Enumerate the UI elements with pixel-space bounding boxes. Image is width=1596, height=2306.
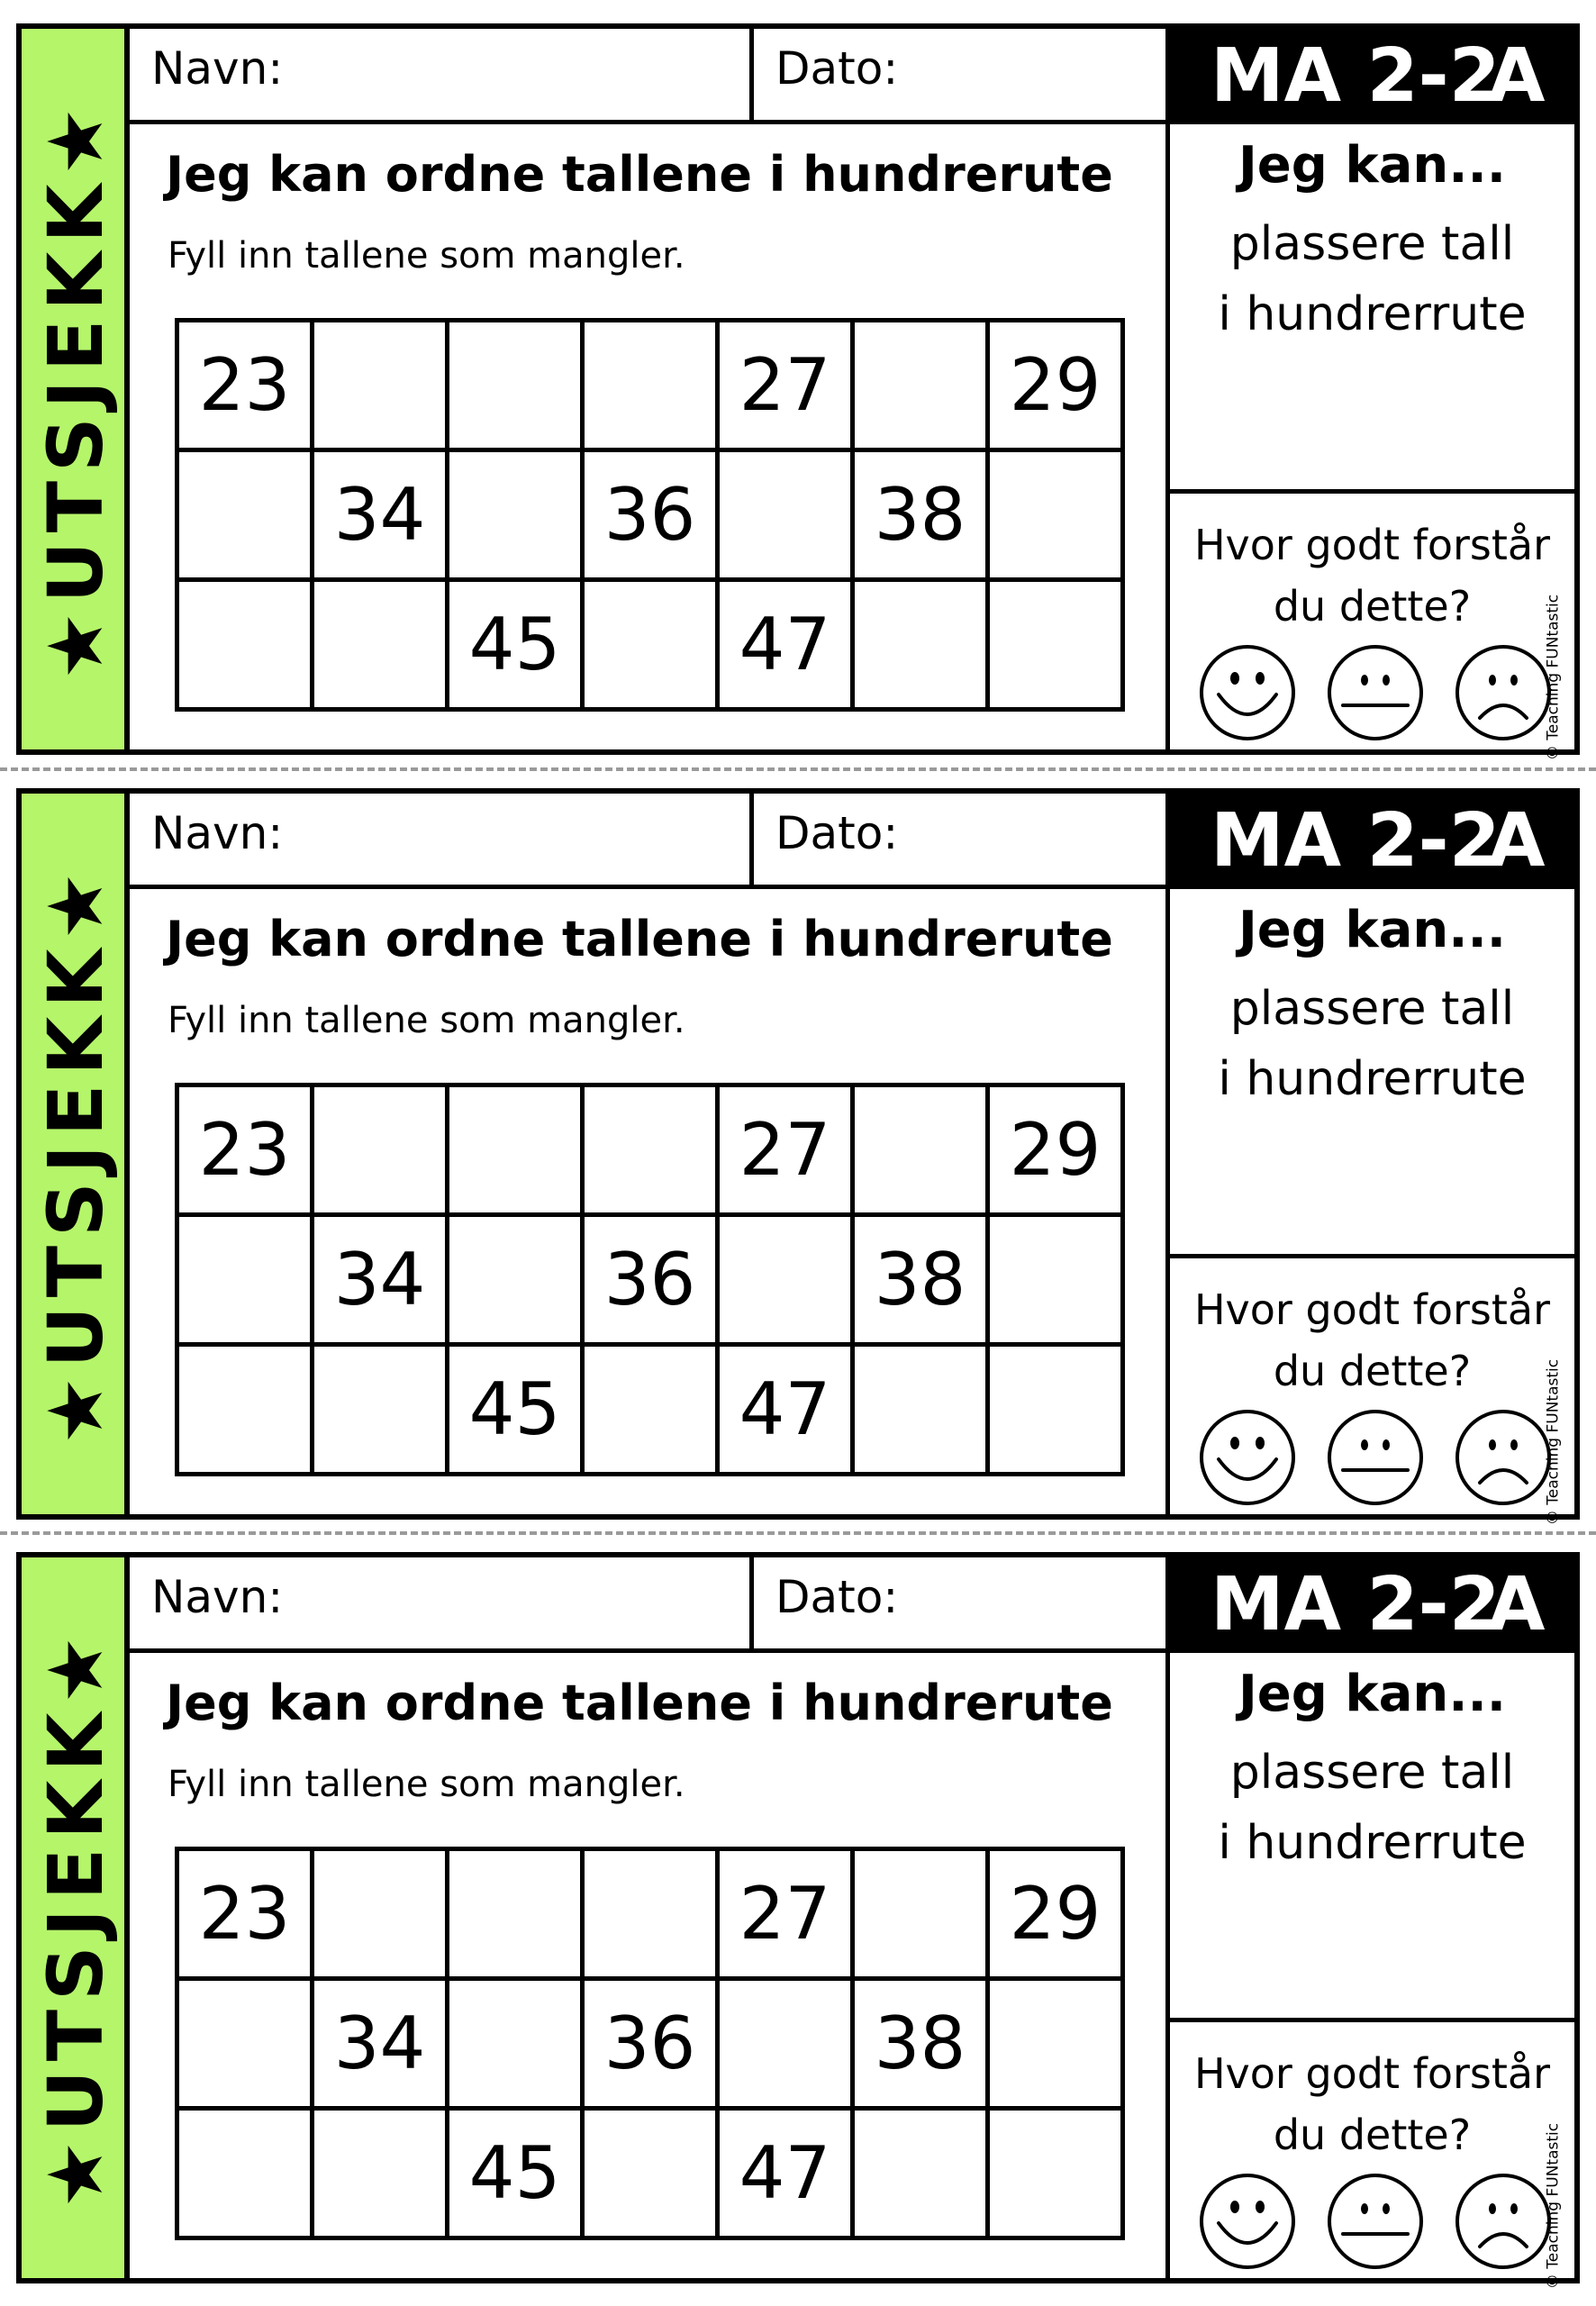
header-fields: [130, 1557, 1165, 1653]
hundred-grid: [175, 318, 1125, 712]
grid-cell: 27: [718, 1085, 853, 1215]
grid-row: [177, 580, 1123, 710]
grid-cell: 27: [718, 1849, 853, 1979]
grid-cell: 45: [448, 1345, 583, 1475]
task-title: Jeg kan ordne tallene i hundrerute: [166, 146, 1113, 203]
code-text: MA 2-2: [1211, 33, 1501, 119]
task-title: Jeg kan ordne tallene i hundrerute: [166, 1675, 1113, 1731]
header-fields: [130, 29, 1165, 124]
grid-cell[interactable]: [583, 1085, 718, 1215]
name-field[interactable]: [130, 794, 754, 885]
side-strip: [22, 794, 130, 1514]
learning-goal-line: plassere tall: [1229, 217, 1515, 271]
code-badge: [1165, 794, 1574, 889]
grid-cell[interactable]: [583, 1345, 718, 1475]
exit-ticket-card-2: [16, 788, 1580, 1526]
grid-cell: 27: [718, 321, 853, 450]
grid-cell[interactable]: [313, 1085, 448, 1215]
grid-cell: 36: [583, 450, 718, 580]
learning-goal-box: [1170, 889, 1574, 1258]
grid-cell[interactable]: [853, 580, 988, 710]
name-label: Navn:: [151, 807, 284, 859]
grid-row: [177, 1849, 1123, 1979]
learning-goal-box: [1170, 124, 1574, 494]
grid-cell[interactable]: [177, 1215, 313, 1345]
grid-cell: 29: [988, 1849, 1123, 1979]
cut-line: [0, 767, 1596, 771]
cut-line: [0, 1531, 1596, 1535]
code-letter: A: [1488, 1562, 1546, 1648]
name-label: Navn:: [151, 1571, 284, 1623]
code-letter: A: [1488, 33, 1546, 119]
grid-cell[interactable]: [583, 1849, 718, 1979]
grid-cell[interactable]: [448, 321, 583, 450]
neutral-face-icon[interactable]: [1325, 2171, 1426, 2272]
date-field[interactable]: [754, 794, 1165, 885]
grid-cell[interactable]: [448, 1085, 583, 1215]
self-assessment-panel: [1165, 889, 1574, 1514]
grid-row: [177, 2109, 1123, 2238]
grid-cell[interactable]: [988, 450, 1123, 580]
task-instruction: Fyll inn tallene som mangler.: [168, 235, 685, 277]
grid-cell[interactable]: [718, 1979, 853, 2109]
learning-goal-line: plassere tall: [1229, 982, 1515, 1036]
task-instruction: Fyll inn tallene som mangler.: [168, 1764, 685, 1805]
grid-cell[interactable]: [448, 1849, 583, 1979]
grid-cell[interactable]: [177, 450, 313, 580]
grid-cell[interactable]: [853, 321, 988, 450]
happy-face-icon[interactable]: [1197, 2171, 1298, 2272]
grid-cell[interactable]: [988, 1979, 1123, 2109]
grid-cell: 38: [853, 1979, 988, 2109]
grid-cell[interactable]: [853, 1085, 988, 1215]
sad-face-icon[interactable]: [1453, 2171, 1554, 2272]
grid-cell: 23: [177, 321, 313, 450]
code-letter: A: [1488, 798, 1546, 884]
hundred-grid: [175, 1847, 1125, 2240]
grid-cell: 34: [313, 1215, 448, 1345]
copyright-text: © Teaching FUNtastic: [1544, 1358, 1563, 1526]
grid-cell[interactable]: [313, 321, 448, 450]
grid-cell: 38: [853, 450, 988, 580]
grid-cell[interactable]: [718, 450, 853, 580]
code-text: MA 2-2: [1211, 798, 1501, 884]
rating-question: Hvor godt forstår: [1193, 2049, 1551, 2098]
rating-question: du dette?: [1273, 2111, 1472, 2159]
neutral-face-icon[interactable]: [1325, 1407, 1426, 1508]
grid-cell[interactable]: [177, 2109, 313, 2238]
side-label: ★UTSJEKK★: [32, 98, 120, 680]
side-label: ★UTSJEKK★: [32, 1627, 120, 2209]
learning-goal-line: i hundrerrute: [1218, 1052, 1527, 1106]
grid-cell[interactable]: [853, 1345, 988, 1475]
sad-face-icon[interactable]: [1453, 1407, 1554, 1508]
grid-cell: 34: [313, 1979, 448, 2109]
grid-row: [177, 1979, 1123, 2109]
code-text: MA 2-2: [1211, 1562, 1501, 1648]
grid-cell[interactable]: [988, 1215, 1123, 1345]
grid-cell[interactable]: [448, 1215, 583, 1345]
grid-cell: 36: [583, 1979, 718, 2109]
grid-cell: 45: [448, 580, 583, 710]
copyright-text: © Teaching FUNtastic: [1544, 594, 1563, 761]
grid-cell[interactable]: [313, 1849, 448, 1979]
date-label: Dato:: [775, 1571, 899, 1623]
rating-question: du dette?: [1273, 582, 1472, 631]
grid-cell: 47: [718, 1345, 853, 1475]
grid-cell[interactable]: [988, 2109, 1123, 2238]
grid-cell[interactable]: [853, 1849, 988, 1979]
header-fields: [130, 794, 1165, 889]
side-strip: [22, 29, 130, 749]
task-title: Jeg kan ordne tallene i hundrerute: [166, 911, 1113, 967]
grid-cell[interactable]: [177, 580, 313, 710]
grid-row: [177, 321, 1123, 450]
grid-cell: 38: [853, 1215, 988, 1345]
grid-row: [177, 1085, 1123, 1215]
name-label: Navn:: [151, 42, 284, 95]
hundred-grid: [175, 1083, 1125, 1476]
self-assessment-panel: [1165, 1653, 1574, 2278]
grid-cell[interactable]: [853, 2109, 988, 2238]
happy-face-icon[interactable]: [1197, 1407, 1298, 1508]
grid-cell[interactable]: [313, 1345, 448, 1475]
grid-cell[interactable]: [448, 450, 583, 580]
grid-cell[interactable]: [718, 1215, 853, 1345]
learning-goal-box: [1170, 1653, 1574, 2022]
grid-cell[interactable]: [177, 1979, 313, 2109]
grid-cell: 47: [718, 2109, 853, 2238]
learning-goal-line: plassere tall: [1229, 1746, 1515, 1800]
grid-cell[interactable]: [313, 2109, 448, 2238]
grid-cell[interactable]: [583, 580, 718, 710]
grid-cell: 47: [718, 580, 853, 710]
grid-cell[interactable]: [313, 580, 448, 710]
learning-goal-title: Jeg kan...: [1238, 901, 1507, 959]
rating-question: Hvor godt forstår: [1193, 521, 1551, 569]
learning-goal-line: i hundrerrute: [1218, 287, 1527, 341]
grid-row: [177, 450, 1123, 580]
sad-face-icon[interactable]: [1453, 642, 1554, 743]
date-field[interactable]: [754, 1557, 1165, 1648]
code-badge: [1165, 29, 1574, 124]
grid-cell: 23: [177, 1085, 313, 1215]
name-field[interactable]: [130, 29, 754, 120]
side-label: ★UTSJEKK★: [32, 863, 120, 1445]
grid-cell[interactable]: [583, 321, 718, 450]
grid-row: [177, 1345, 1123, 1475]
rating-question: Hvor godt forstår: [1193, 1285, 1551, 1334]
grid-cell: 23: [177, 1849, 313, 1979]
rating-question: du dette?: [1273, 1347, 1472, 1395]
name-field[interactable]: [130, 1557, 754, 1648]
date-label: Dato:: [775, 807, 899, 859]
learning-goal-line: i hundrerrute: [1218, 1816, 1527, 1870]
learning-goal-title: Jeg kan...: [1238, 1665, 1507, 1723]
grid-cell: 29: [988, 1085, 1123, 1215]
date-label: Dato:: [775, 42, 899, 95]
grid-cell: 29: [988, 321, 1123, 450]
self-assessment-panel: [1165, 124, 1574, 749]
neutral-face-icon[interactable]: [1325, 642, 1426, 743]
grid-cell[interactable]: [177, 1345, 313, 1475]
grid-cell: 34: [313, 450, 448, 580]
task-instruction: Fyll inn tallene som mangler.: [168, 1000, 685, 1041]
exit-ticket-card-1: [16, 23, 1580, 761]
grid-cell: 36: [583, 1215, 718, 1345]
grid-cell[interactable]: [988, 580, 1123, 710]
copyright-text: © Teaching FUNtastic: [1544, 2122, 1563, 2290]
grid-cell[interactable]: [988, 1345, 1123, 1475]
code-badge: [1165, 1557, 1574, 1653]
learning-goal-title: Jeg kan...: [1238, 136, 1507, 195]
date-field[interactable]: [754, 29, 1165, 120]
exit-ticket-card-3: [16, 1552, 1580, 2290]
grid-row: [177, 1215, 1123, 1345]
grid-cell[interactable]: [583, 2109, 718, 2238]
happy-face-icon[interactable]: [1197, 642, 1298, 743]
side-strip: [22, 1557, 130, 2278]
grid-cell[interactable]: [448, 1979, 583, 2109]
grid-cell: 45: [448, 2109, 583, 2238]
